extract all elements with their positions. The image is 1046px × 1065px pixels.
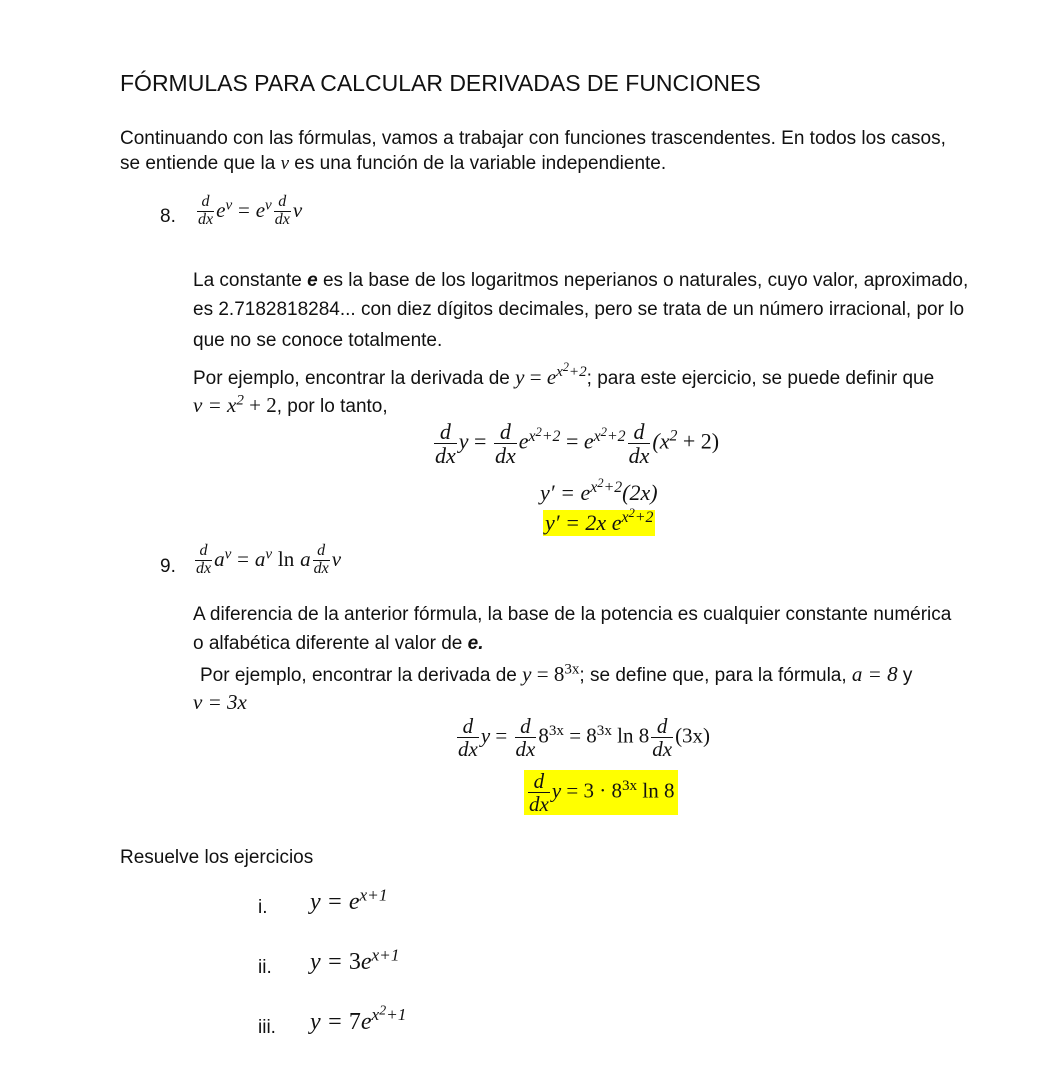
frac-d-dx: $\frac{d}{dx}$ — [274, 193, 290, 228]
frac-d-dx: $\frac{d}{dx}$ — [458, 714, 478, 762]
exercise-3-label: iii. — [258, 1017, 276, 1038]
para9-line-2: o alfabética diferente al valor de e. — [193, 633, 484, 654]
para8-line-1: La constante e es la base de los logaritmos neperianos o naturales, cuyo valor, aproximado, — [193, 270, 969, 291]
para9-line-1: A diferencia de la anterior fórmula, la base de la potencia es cualquier constante numérica — [193, 604, 952, 625]
frac-d-dx: $\frac{d}{dx}$ — [435, 419, 456, 469]
para9-line-3: Por ejemplo, encontrar la derivada de $y = 8^{3x}$; se define que, para la fórmula, a = 8 y — [200, 661, 913, 686]
exercise-2-label: ii. — [258, 957, 272, 978]
formula-8: $\frac{d}{dx}$ $e^v = e^v$ $\frac{d}{dx}$ v — [198, 193, 303, 228]
frac-d-dx: $\frac{d}{dx}$ — [652, 714, 673, 762]
para8-line-4: Por ejemplo, encontrar la derivada de $y = e^{x^2+2}$; para este ejercicio, se puede definir que — [193, 360, 935, 389]
exercises-heading: Resuelve los ejercicios — [120, 847, 314, 868]
intro-line-2b: es una función de la variable independiente. — [294, 153, 667, 174]
example-8-step-1: $\frac{d}{dx}$ y = $\frac{d}{dx}$ $e^{x^2+2} = e^{x^2+2}$ $\frac{d}{dx}$ $(x^2 + 2)$ — [435, 419, 720, 469]
frac-d-dx: $\frac{d}{dx}$ — [529, 769, 549, 817]
intro-line-1: Continuando con las fórmulas, vamos a trabajar con funciones trascendentes. En todos los casos, — [120, 128, 946, 149]
example-8-step-2: $y' = e^{x^2+2}(2x)$ — [540, 476, 658, 505]
frac-d-dx: $\frac{d}{dx}$ — [196, 542, 212, 577]
para8-line-5: $v = x^2 + 2$, por lo tanto, — [193, 392, 388, 417]
example-9-result: $\frac{d}{dx}$ $y = 3 \cdot 8^{3x}$ ln 8 — [524, 770, 678, 815]
formula-9-number: 9. — [160, 556, 176, 577]
para8-line-3: que no se conoce totalmente. — [193, 330, 443, 351]
exercise-2-expression: $y = 3e^{x+1}$ — [310, 945, 400, 975]
exercise-1-expression: $y = e^{x+1}$ — [310, 885, 388, 915]
intro-var-v: v — [280, 153, 290, 174]
frac-d-dx: $\frac{d}{dx}$ — [198, 193, 214, 228]
frac-d-dx: $\frac{d}{dx}$ — [494, 419, 516, 469]
formula-8-number: 8. — [160, 206, 176, 227]
para8-line-2: es 2.7182818284... con diez dígitos decimales, pero se trata de un número irracional, por lo — [193, 299, 965, 320]
example-8-result: y′ = 2x $e^{x^2+2}$ — [545, 506, 654, 535]
para9-v-def: v = 3x — [193, 690, 247, 714]
exercise-3-expression: $y = 7e^{x^2+1}$ — [310, 1002, 407, 1035]
intro-line-2 — [120, 151, 666, 176]
exercise-1-label: i. — [258, 897, 268, 918]
page-title: FÓRMULAS PARA CALCULAR DERIVADAS DE FUNCIONES — [120, 70, 761, 96]
example-9-step-1: $\frac{d}{dx}$ y = $\frac{d}{dx}$ $8^{3x} = 8^{3x}$ ln 8 $\frac{d}{dx}$ (3x) — [458, 714, 711, 762]
formula-9: $\frac{d}{dx}$ $a^v = a^v$ ln a $\frac{d}{dx}$ v — [196, 542, 342, 577]
frac-d-dx: $\frac{d}{dx}$ — [515, 714, 536, 762]
constant-e-ref: e. — [467, 633, 484, 654]
frac-d-dx: $\frac{d}{dx}$ — [628, 419, 650, 469]
intro-line-2a: se entiende que la — [120, 153, 276, 174]
constant-e: e — [307, 270, 318, 291]
frac-d-dx: $\frac{d}{dx}$ — [313, 542, 329, 577]
